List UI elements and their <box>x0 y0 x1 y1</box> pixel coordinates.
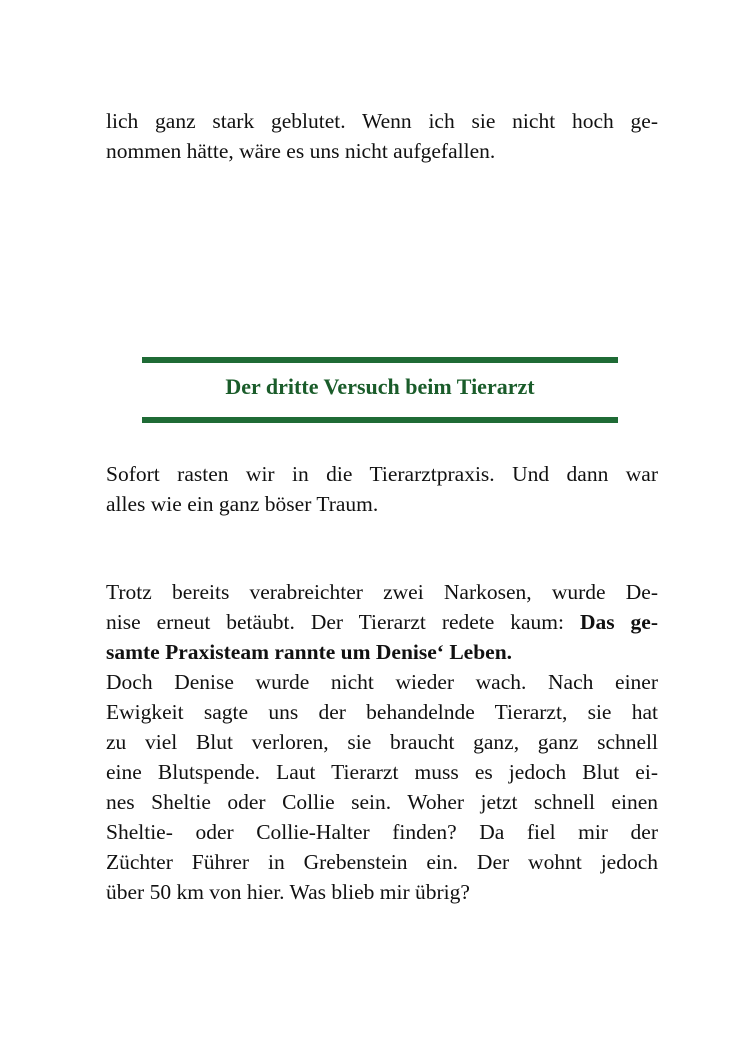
text-line: zu viel Blut verloren, sie braucht ganz, ganz schnell <box>106 730 658 754</box>
text-line: Ewigkeit sagte uns der behandelnde Tierarzt, sie hat <box>106 700 658 724</box>
text-line: Doch Denise wurde nicht wieder wach. Nach einer <box>106 670 658 694</box>
text-line: alles wie ein ganz böser Traum. <box>106 492 379 516</box>
text-line-mixed <box>106 607 658 637</box>
text-line: Züchter Führer in Grebenstein ein. Der wohnt jedoch <box>106 850 658 874</box>
paragraph-3 <box>106 667 658 907</box>
section-heading: Der dritte Versuch beim Tierarzt <box>225 374 535 399</box>
text-line: nes Sheltie oder Collie sein. Woher jetzt schnell einen <box>106 790 658 814</box>
text-line: Sofort rasten wir in die Tierarztpraxis. Und dann war <box>106 462 658 486</box>
section-rule-top <box>142 357 618 363</box>
text-line: nommen hätte, wäre es uns nicht aufgefallen. <box>106 139 496 163</box>
top-paragraph <box>106 106 658 166</box>
text-line: über 50 km von hier. Was blieb mir übrig? <box>106 880 470 904</box>
paragraph-1 <box>106 459 658 519</box>
text-line: eine Blutspende. Laut Tierarzt muss es jedoch Blut ei- <box>106 760 658 784</box>
paragraph-2 <box>106 577 658 667</box>
text-line: lich ganz stark geblutet. Wenn ich sie nicht hoch ge- <box>106 109 658 133</box>
bold-text-line: samte Praxisteam rannte um Denise‘ Leben. <box>106 640 513 664</box>
section-rule-bottom <box>142 417 618 423</box>
text-line: Sheltie- oder Collie-Halter finden? Da fiel mir der <box>106 820 658 844</box>
bold-text-run: Das ge- <box>579 610 658 634</box>
text-line: Trotz bereits verabreichter zwei Narkosen, wurde De- <box>106 580 658 604</box>
text-run: nise erneut betäubt. Der Tierarzt redete kaum: <box>106 610 580 634</box>
